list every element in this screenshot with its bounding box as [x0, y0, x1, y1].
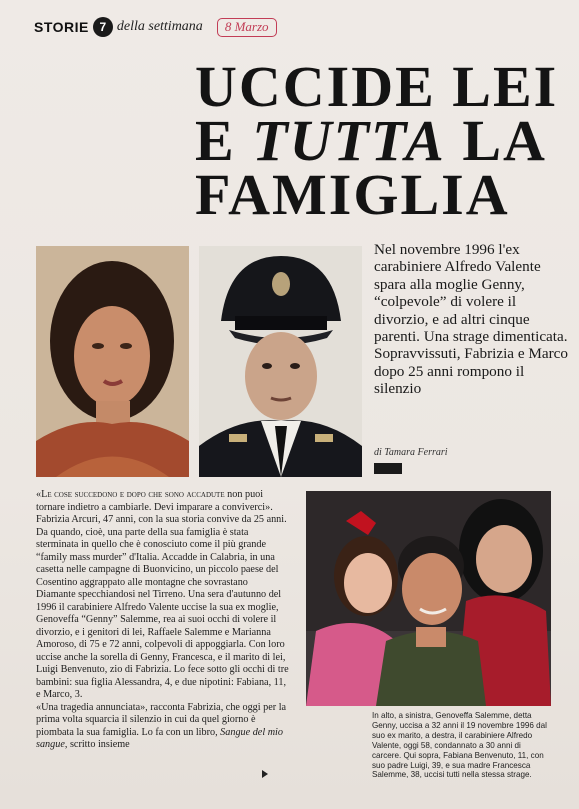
- section-number-badge: 7: [93, 17, 113, 37]
- article-standfirst: Nel novembre 1996 l'ex carabiniere Alfredo Valente spara alla moglie Genny, “colpevole” di volere il divorzio, e ad altri cinque parenti. Una strage dimenticata. Sopravvissuti, Fabrizia e Marco dopo 25 anni rompono il silenzio: [374, 241, 569, 398]
- photo-family: [306, 491, 551, 706]
- byline-bar-decoration: [374, 463, 402, 474]
- family-photo-illustration: [306, 491, 551, 706]
- section-subtitle: della settimana: [116, 19, 203, 34]
- section-name: STORIE: [34, 19, 89, 35]
- photo-caption: In alto, a sinistra, Genoveffa Salemme, detta Genny, uccisa a 32 anni il 19 novembre 1996 dal suo ex marito, a destra, il carabiniere Alfredo Valente, oggi 58, condannato a 30 anni di carcere. Qui sopra, Fabiana Benvenuto, 11, con suo padre Luigi, 39, e sua madre Francesca Salemme, 38, uccisi tutti nella stessa strage.: [372, 711, 547, 780]
- headline-line-2: [195, 108, 565, 173]
- photo-genny-portrait: [36, 246, 189, 477]
- continue-arrow-icon: [262, 770, 268, 778]
- headline-line-3: FAMIGLIA: [195, 162, 510, 227]
- date-badge: 8 Marzo: [217, 18, 277, 37]
- article-body: [36, 489, 290, 752]
- body-paragraph-1: [36, 489, 290, 702]
- body-paragraph-1-text: non puoi tornare indietro a cambiarle. Devi imparare a conviverci». Fabrizia Arcuri, 47 anni, con la sua storia convive da 25 anni. Da quando, cioè, una parte della sua famiglia è stata sterminata in quello che è conosciuto come il più grande “family mass murder” d'Italia. Accadde in Calabria, in una casetta nelle campagne di Buonvicino, un piccolo paese del Cosentino aggrappato alle montagne che sovrastano Diamante specchiandosi nel Tirreno. Una sera d'autunno del 1996 il carabiniere Alfredo Valente uccise la sua ex moglie, Genoveffa “Genny” Salemme, rea ai suoi occhi di volere il divorzio, e i genitori di lei, Raffaele Salemme e Marianna Amoroso, di 75 e 72 anni, colpevoli di appoggiarla. Con loro uccise anche la sorella di Genny, Francesca, e il marito di lei, Luigi Benvenuto, zio di Fabrizia. Lo fece sotto gli occhi di tre bambini: sua figlia Alessandra, 4, e due nipotini: Fabiana, 11, e Marco, 3.: [36, 489, 289, 700]
- body-paragraph-2-start: «Una tragedia annunciata», racconta Fabrizia, che oggi per la prima volta squarcia il silenzio in cui da quel giorno è piombata la sua famiglia. Lo fa con un libro,: [36, 701, 287, 738]
- woman-portrait-illustration: [36, 246, 189, 477]
- headline-emphasis: TUTTA: [252, 108, 446, 173]
- photo-carabiniere-portrait: [199, 246, 362, 477]
- headline-line-2-start: E: [195, 108, 253, 173]
- byline: di Tamara Ferrari: [374, 447, 448, 458]
- headline-line-1: UCCIDE LEI: [195, 54, 559, 119]
- article-headline: [195, 54, 565, 227]
- officer-portrait-illustration: [199, 246, 362, 477]
- book-title: Sangue del mio sangue: [36, 726, 283, 750]
- body-lead-caps: «Le cose succedono e dopo che sono accadute: [36, 489, 225, 500]
- headline-line-2-end: LA: [445, 108, 547, 173]
- body-paragraph-2-end: , scritto insieme: [64, 739, 130, 750]
- section-header: [34, 16, 277, 38]
- body-paragraph-2: [36, 702, 290, 752]
